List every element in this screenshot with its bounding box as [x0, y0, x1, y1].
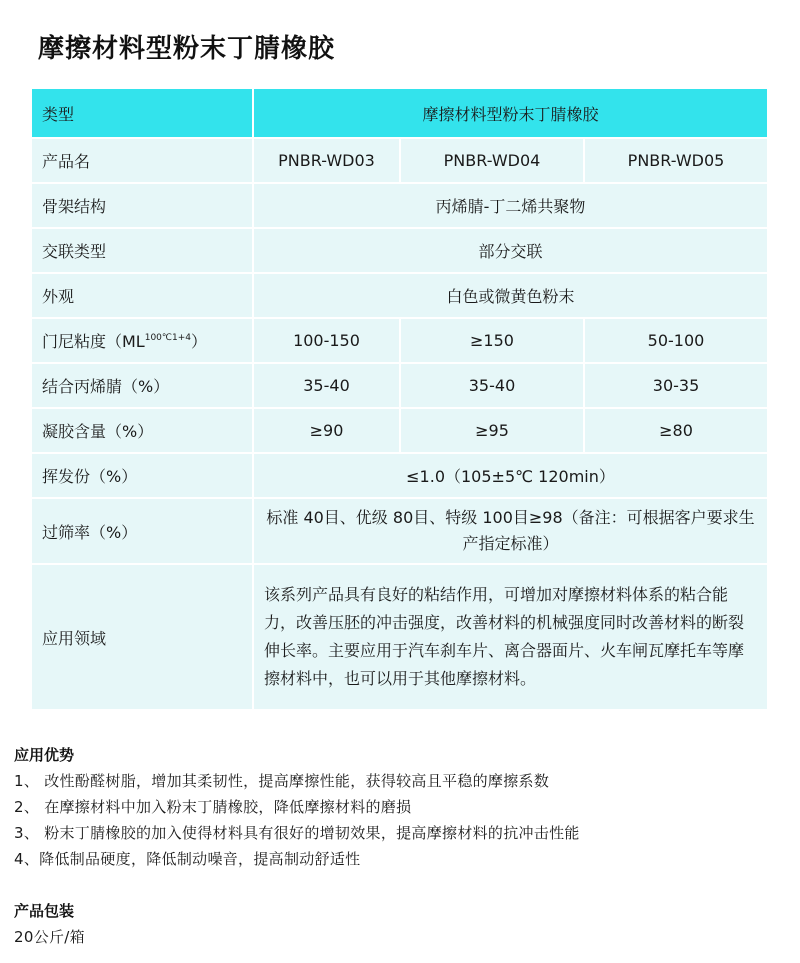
row-label-application: 应用领域	[31, 564, 253, 710]
mooney-wd05: 50-100	[584, 318, 768, 363]
acrylonitrile-wd03: 35-40	[253, 363, 400, 408]
product-wd05: PNBR-WD05	[584, 138, 768, 183]
type-value: 摩擦材料型粉末丁腈橡胶	[253, 88, 768, 138]
crosslink-value: 部分交联	[253, 228, 768, 273]
table-row	[31, 88, 768, 138]
mooney-label-sup: 100℃1+4	[144, 333, 192, 343]
skeleton-value: 丙烯腈-丁二烯共聚物	[253, 183, 768, 228]
advantage-item: 3、 粉末丁腈橡胶的加入使得材料具有很好的增韧效果，提高摩擦材料的抗冲击性能	[14, 824, 580, 842]
table-row	[31, 564, 768, 710]
row-label-type: 类型	[31, 88, 253, 138]
packaging-value: 20公斤/箱	[14, 928, 85, 946]
table-row	[31, 363, 768, 408]
advantage-item: 4、降低制品硬度，降低制动噪音，提高制动舒适性	[14, 850, 361, 868]
row-label-volatile: 挥发份（%）	[31, 453, 253, 498]
table-row	[31, 453, 768, 498]
gel-wd03: ≥90	[253, 408, 400, 453]
product-wd03: PNBR-WD03	[253, 138, 400, 183]
advantage-item: 1、 改性酚醛树脂，增加其柔韧性，提高摩擦性能，获得较高且平稳的摩擦系数	[14, 772, 550, 790]
table-row	[31, 498, 768, 564]
row-label-skeleton: 骨架结构	[31, 183, 253, 228]
row-label-sieve: 过筛率（%）	[31, 498, 253, 564]
table-row	[31, 408, 768, 453]
table-row	[31, 138, 768, 183]
row-label-appearance: 外观	[31, 273, 253, 318]
gel-wd05: ≥80	[584, 408, 768, 453]
product-wd04: PNBR-WD04	[400, 138, 584, 183]
table-row	[31, 183, 768, 228]
row-label-product: 产品名	[31, 138, 253, 183]
table-row	[31, 228, 768, 273]
table-row	[31, 318, 768, 363]
mooney-label-suffix: ）	[191, 332, 208, 351]
acrylonitrile-wd05: 30-35	[584, 363, 768, 408]
row-label-mooney	[31, 318, 253, 363]
row-label-gel: 凝胶含量（%）	[31, 408, 253, 453]
row-label-crosslink: 交联类型	[31, 228, 253, 273]
packaging-heading: 产品包装	[14, 902, 75, 920]
volatile-value: ≤1.0（105±5℃ 120min）	[253, 453, 768, 498]
acrylonitrile-wd04: 35-40	[400, 363, 584, 408]
application-value: 该系列产品具有良好的粘结作用，可增加对摩擦材料体系的粘合能力，改善压胚的冲击强度，改善材料的机械强度同时改善材料的断裂伸长率。主要应用于汽车刹车片、离合器面片、火车闸瓦摩托车等摩擦材料中，也可以用于其他摩擦材料。	[253, 564, 768, 710]
appearance-value: 白色或微黄色粉末	[253, 273, 768, 318]
page-title: 摩擦材料型粉末丁腈橡胶	[38, 34, 336, 64]
mooney-wd04: ≥150	[400, 318, 584, 363]
row-label-acrylonitrile: 结合丙烯腈（%）	[31, 363, 253, 408]
table-row	[31, 273, 768, 318]
advantages-heading: 应用优势	[14, 746, 75, 764]
mooney-label-prefix: 门尼粘度（ML	[42, 332, 145, 351]
gel-wd04: ≥95	[400, 408, 584, 453]
mooney-wd03: 100-150	[253, 318, 400, 363]
sieve-value: 标准 40目、优级 80目、特级 100目≥98（备注：可根据客户要求生产指定标准）	[253, 498, 768, 564]
spec-table	[30, 87, 769, 711]
advantage-item: 2、 在摩擦材料中加入粉末丁腈橡胶，降低摩擦材料的磨损	[14, 798, 412, 816]
